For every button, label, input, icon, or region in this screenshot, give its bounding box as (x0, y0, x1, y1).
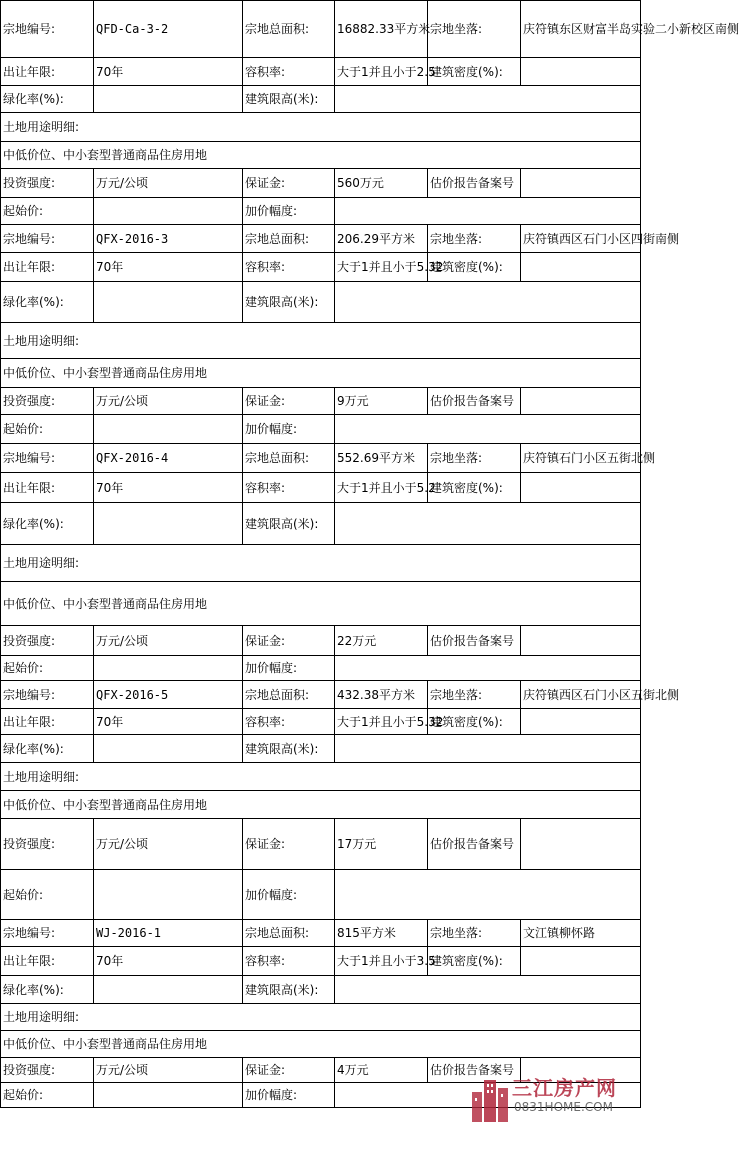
increment-value (335, 415, 641, 444)
far-value: 大于1并且小于5.32 (335, 253, 428, 282)
parcel-header-row (1, 1, 641, 58)
start-price-label: 起始价: (1, 415, 94, 444)
invest-value: 万元/公顷 (94, 169, 243, 198)
density-value (521, 709, 641, 735)
parcel-no-label: 宗地编号: (1, 920, 94, 947)
green-value (94, 735, 243, 763)
green-value (94, 86, 243, 113)
density-value (521, 253, 641, 282)
total-area-value: 815平方米 (335, 920, 428, 947)
term-label: 出让年限: (1, 58, 94, 86)
parcel-green-row (1, 503, 641, 545)
parcel-price-row (1, 656, 641, 681)
parcel-invest-row (1, 819, 641, 870)
increment-value (335, 870, 641, 920)
parcel-no-label: 宗地编号: (1, 444, 94, 473)
density-label: 建筑密度(%): (428, 947, 521, 976)
green-label: 绿化率(%): (1, 735, 94, 763)
total-area-label: 宗地总面积: (243, 225, 335, 253)
height-limit-label: 建筑限高(米): (243, 976, 335, 1004)
invest-label: 投资强度: (1, 388, 94, 415)
total-area-label: 宗地总面积: (243, 681, 335, 709)
parcel-use-row (1, 359, 641, 388)
term-label: 出让年限: (1, 709, 94, 735)
parcel-green-row (1, 976, 641, 1004)
term-label: 出让年限: (1, 473, 94, 503)
parcel-no-value: QFX-2016-5 (94, 681, 243, 709)
deposit-label: 保证金: (243, 388, 335, 415)
parcel-green-row (1, 735, 641, 763)
increment-label: 加价幅度: (243, 656, 335, 681)
far-label: 容积率: (243, 253, 335, 282)
green-label: 绿化率(%): (1, 86, 94, 113)
increment-label: 加价幅度: (243, 198, 335, 225)
height-limit-label: 建筑限高(米): (243, 86, 335, 113)
parcel-term-row (1, 709, 641, 735)
location-label: 宗地坐落: (428, 225, 521, 253)
green-value (94, 976, 243, 1004)
far-label: 容积率: (243, 58, 335, 86)
parcel-use-row (1, 1031, 641, 1058)
parcel-term-row (1, 253, 641, 282)
location-label: 宗地坐落: (428, 681, 521, 709)
increment-value (335, 656, 641, 681)
far-value: 大于1并且小于5.2 (335, 473, 428, 503)
parcel-term-row (1, 947, 641, 976)
total-area-label: 宗地总面积: (243, 1, 335, 58)
increment-label: 加价幅度: (243, 1083, 335, 1108)
parcel-no-value: WJ-2016-1 (94, 920, 243, 947)
location-value: 庆符镇西区石门小区五街北侧 (521, 681, 641, 709)
parcel-use-label-row (1, 1004, 641, 1031)
use-detail-label: 土地用途明细: (1, 323, 641, 359)
density-label: 建筑密度(%): (428, 473, 521, 503)
start-price-value (94, 1083, 243, 1108)
deposit-label: 保证金: (243, 626, 335, 656)
parcel-term-row (1, 58, 641, 86)
increment-label: 加价幅度: (243, 415, 335, 444)
appraisal-label: 估价报告备案号 (428, 1058, 521, 1083)
site-watermark (466, 1068, 640, 1130)
start-price-label: 起始价: (1, 1083, 94, 1108)
deposit-value: 560万元 (335, 169, 428, 198)
land-use-value: 中低价位、中小套型普通商品住房用地 (1, 791, 641, 819)
total-area-label: 宗地总面积: (243, 444, 335, 473)
parcel-no-label: 宗地编号: (1, 225, 94, 253)
total-area-value: 552.69平方米 (335, 444, 428, 473)
appraisal-label: 估价报告备案号 (428, 626, 521, 656)
location-value: 庆符镇石门小区五街北侧 (521, 444, 641, 473)
start-price-label: 起始价: (1, 656, 94, 681)
height-limit-value (335, 976, 641, 1004)
parcel-no-label: 宗地编号: (1, 681, 94, 709)
height-limit-label: 建筑限高(米): (243, 735, 335, 763)
term-label: 出让年限: (1, 947, 94, 976)
height-limit-value (335, 86, 641, 113)
appraisal-label: 估价报告备案号 (428, 169, 521, 198)
parcel-invest-row (1, 626, 641, 656)
far-label: 容积率: (243, 709, 335, 735)
increment-label: 加价幅度: (243, 870, 335, 920)
parcel-header-row (1, 920, 641, 947)
density-label: 建筑密度(%): (428, 253, 521, 282)
appraisal-value (521, 388, 641, 415)
use-detail-label: 土地用途明细: (1, 763, 641, 791)
parcel-term-row (1, 473, 641, 503)
land-use-value: 中低价位、中小套型普通商品住房用地 (1, 142, 641, 169)
far-label: 容积率: (243, 473, 335, 503)
parcel-invest-row (1, 388, 641, 415)
green-label: 绿化率(%): (1, 282, 94, 323)
location-value: 庆符镇西区石门小区四街南侧 (521, 225, 641, 253)
start-price-label: 起始价: (1, 198, 94, 225)
deposit-value: 9万元 (335, 388, 428, 415)
deposit-label: 保证金: (243, 1058, 335, 1083)
density-value (521, 473, 641, 503)
location-value: 文江镇柳怀路 (521, 920, 641, 947)
land-use-value: 中低价位、中小套型普通商品住房用地 (1, 1031, 641, 1058)
total-area-value: 432.38平方米 (335, 681, 428, 709)
total-area-value: 16882.33平方米 (335, 1, 428, 58)
parcel-use-row (1, 791, 641, 819)
height-limit-value (335, 503, 641, 545)
height-limit-value (335, 282, 641, 323)
use-detail-label: 土地用途明细: (1, 113, 641, 142)
start-price-value (94, 870, 243, 920)
parcel-use-label-row (1, 545, 641, 582)
term-value: 70年 (94, 473, 243, 503)
appraisal-label: 估价报告备案号 (428, 388, 521, 415)
total-area-label: 宗地总面积: (243, 920, 335, 947)
invest-value: 万元/公顷 (94, 388, 243, 415)
parcel-use-label-row (1, 323, 641, 359)
green-label: 绿化率(%): (1, 503, 94, 545)
total-area-value: 206.29平方米 (335, 225, 428, 253)
invest-value: 万元/公顷 (94, 819, 243, 870)
building-logo-icon (470, 1074, 510, 1124)
deposit-value: 4万元 (335, 1058, 428, 1083)
term-value: 70年 (94, 58, 243, 86)
start-price-value (94, 198, 243, 225)
parcel-price-row (1, 870, 641, 920)
appraisal-value (521, 169, 641, 198)
location-label: 宗地坐落: (428, 444, 521, 473)
deposit-label: 保证金: (243, 819, 335, 870)
deposit-value: 17万元 (335, 819, 428, 870)
location-label: 宗地坐落: (428, 1, 521, 58)
density-value (521, 947, 641, 976)
appraisal-value (521, 819, 641, 870)
parcel-no-value: QFX-2016-4 (94, 444, 243, 473)
parcel-header-row (1, 681, 641, 709)
green-label: 绿化率(%): (1, 976, 94, 1004)
parcel-use-label-row (1, 113, 641, 142)
invest-value: 万元/公顷 (94, 626, 243, 656)
land-use-value: 中低价位、中小套型普通商品住房用地 (1, 582, 641, 626)
parcel-use-label-row (1, 763, 641, 791)
far-value: 大于1并且小于2.5 (335, 58, 428, 86)
invest-label: 投资强度: (1, 819, 94, 870)
term-value: 70年 (94, 253, 243, 282)
start-price-label: 起始价: (1, 870, 94, 920)
increment-value (335, 198, 641, 225)
parcel-price-row (1, 198, 641, 225)
parcel-invest-row (1, 169, 641, 198)
deposit-value: 22万元 (335, 626, 428, 656)
use-detail-label: 土地用途明细: (1, 1004, 641, 1031)
parcel-no-value: QFX-2016-3 (94, 225, 243, 253)
parcel-use-row (1, 582, 641, 626)
term-label: 出让年限: (1, 253, 94, 282)
location-value: 庆符镇东区财富半岛实验二小新校区南侧 (521, 1, 641, 58)
location-label: 宗地坐落: (428, 920, 521, 947)
parcel-price-row (1, 415, 641, 444)
deposit-label: 保证金: (243, 169, 335, 198)
green-value (94, 282, 243, 323)
watermark-url: 0831HOME.COM (514, 1100, 613, 1114)
parcel-header-row (1, 225, 641, 253)
density-value (521, 58, 641, 86)
term-value: 70年 (94, 709, 243, 735)
parcel-green-row (1, 86, 641, 113)
invest-label: 投资强度: (1, 1058, 94, 1083)
start-price-value (94, 415, 243, 444)
start-price-value (94, 656, 243, 681)
height-limit-label: 建筑限高(米): (243, 282, 335, 323)
parcel-no-label: 宗地编号: (1, 1, 94, 58)
invest-label: 投资强度: (1, 169, 94, 198)
density-label: 建筑密度(%): (428, 709, 521, 735)
invest-value: 万元/公顷 (94, 1058, 243, 1083)
height-limit-label: 建筑限高(米): (243, 503, 335, 545)
parcel-use-row (1, 142, 641, 169)
watermark-name: 三江房产网 (512, 1076, 617, 1100)
density-label: 建筑密度(%): (428, 58, 521, 86)
appraisal-value (521, 626, 641, 656)
far-value: 大于1并且小于3.5 (335, 947, 428, 976)
parcel-no-value: QFD-Ca-3-2 (94, 1, 243, 58)
far-label: 容积率: (243, 947, 335, 976)
invest-label: 投资强度: (1, 626, 94, 656)
green-value (94, 503, 243, 545)
parcel-green-row (1, 282, 641, 323)
term-value: 70年 (94, 947, 243, 976)
appraisal-label: 估价报告备案号 (428, 819, 521, 870)
far-value: 大于1并且小于5.32 (335, 709, 428, 735)
parcel-header-row (1, 444, 641, 473)
land-use-value: 中低价位、中小套型普通商品住房用地 (1, 359, 641, 388)
height-limit-value (335, 735, 641, 763)
use-detail-label: 土地用途明细: (1, 545, 641, 582)
